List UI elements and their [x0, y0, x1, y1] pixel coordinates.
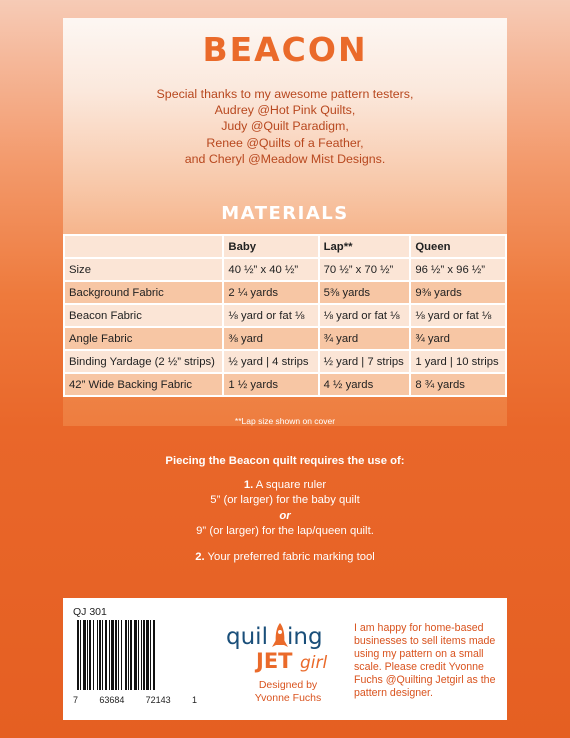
thanks-line: Special thanks to my awesome pattern testers,	[156, 87, 414, 101]
table-row	[64, 350, 506, 373]
table-row	[64, 327, 506, 350]
header-cell	[64, 235, 223, 258]
table-cell: 70 ½” x 70 ½”	[319, 258, 411, 281]
table-cell: 1 yard | 10 strips	[410, 350, 506, 373]
lap-size-note: **Lap size shown on cover	[234, 416, 336, 426]
table-row	[64, 373, 506, 396]
designed-by-label: Designed by	[258, 679, 318, 691]
table-cell: ⅛ yard or fat ⅛	[410, 304, 506, 327]
table-cell: 96 ½” x 96 ½”	[410, 258, 506, 281]
product-code: QJ 301	[73, 606, 107, 618]
usage-credit-text: I am happy for home-based businesses to sell items made using my pattern on a small scale. Please credit Yvonne Fuchs @Quilting Jetgirl as the pattern designer.	[354, 622, 496, 699]
table-cell: ¾ yard	[319, 327, 411, 350]
row-label: Background Fabric	[64, 281, 223, 304]
thanks-block	[0, 86, 570, 167]
table-cell: 4 ½ yards	[319, 373, 411, 396]
requirement-number: 2.	[195, 550, 205, 563]
materials-heading: MATERIALS	[221, 203, 349, 224]
row-label: Binding Yardage (2 ½” strips)	[64, 350, 223, 373]
svg-text:ing: ing	[287, 624, 323, 650]
barcode-digit-group: 72143	[145, 695, 171, 705]
materials-table	[63, 234, 507, 397]
table-row	[64, 281, 506, 304]
table-cell: 2 ¼ yards	[223, 281, 318, 304]
table-cell: 40 ½” x 40 ½”	[223, 258, 318, 281]
row-label: 42” Wide Backing Fabric	[64, 373, 223, 396]
thanks-line: and Cheryl @Meadow Mist Designs.	[184, 151, 386, 166]
table-header-row	[64, 235, 506, 258]
table-cell: 8 ¾ yards	[410, 373, 506, 396]
requirement-text: A square ruler	[255, 478, 327, 491]
row-label: Beacon Fabric	[64, 304, 223, 327]
svg-text:JET: JET	[256, 649, 293, 673]
requirement-detail: 5” (or larger) for the baby quilt	[210, 494, 360, 506]
svg-text:girl: girl	[300, 653, 328, 673]
designer-name: Yvonne Fuchs	[254, 692, 322, 704]
table-cell: ⅛ yard or fat ⅛	[319, 304, 411, 327]
requirement-text: Your preferred fabric marking tool	[207, 550, 375, 563]
or-text: or	[279, 509, 291, 522]
svg-text:quil: quil	[226, 624, 268, 650]
row-label: Angle Fabric	[64, 327, 223, 350]
thanks-line: Renee @Quilts of a Feather,	[206, 135, 364, 150]
table-row	[64, 304, 506, 327]
barcode	[73, 620, 197, 694]
header-cell: Lap**	[319, 235, 411, 258]
table-cell: ½ yard | 7 strips	[319, 350, 411, 373]
requirement-1	[0, 478, 570, 494]
thanks-line: Judy @Quilt Paradigm,	[221, 119, 349, 134]
table-cell: 5⅜ yards	[319, 281, 411, 304]
barcode-number	[73, 695, 197, 705]
barcode-digit-group: 1	[191, 695, 197, 705]
table-cell: 9⅜ yards	[410, 281, 506, 304]
table-cell: ½ yard | 4 strips	[223, 350, 318, 373]
table-cell: 1 ½ yards	[223, 373, 318, 396]
designer-credit	[238, 679, 338, 705]
requirement-detail: 9” (or larger) for the lap/queen quilt.	[196, 525, 374, 537]
piecing-heading: Piecing the Beacon quilt requires the use of:	[165, 455, 405, 467]
requirement-2	[0, 550, 570, 566]
piecing-requirements	[0, 454, 570, 565]
table-cell: ¾ yard	[410, 327, 506, 350]
barcode-digit-group: 7	[73, 695, 79, 705]
row-label: Size	[64, 258, 223, 281]
barcode-digit-group: 63684	[99, 695, 125, 705]
table-cell: ⅛ yard or fat ⅛	[223, 304, 318, 327]
requirement-number: 1.	[243, 478, 254, 491]
thanks-line: Audrey @Hot Pink Quilts,	[214, 103, 356, 118]
table-cell: ⅜ yard	[223, 327, 318, 350]
pattern-title: BEACON	[202, 30, 368, 69]
header-cell: Baby	[223, 235, 318, 258]
quilting-jetgirl-logo	[226, 618, 338, 674]
table-row	[64, 258, 506, 281]
header-cell: Queen	[410, 235, 506, 258]
rocket-icon	[272, 623, 288, 647]
